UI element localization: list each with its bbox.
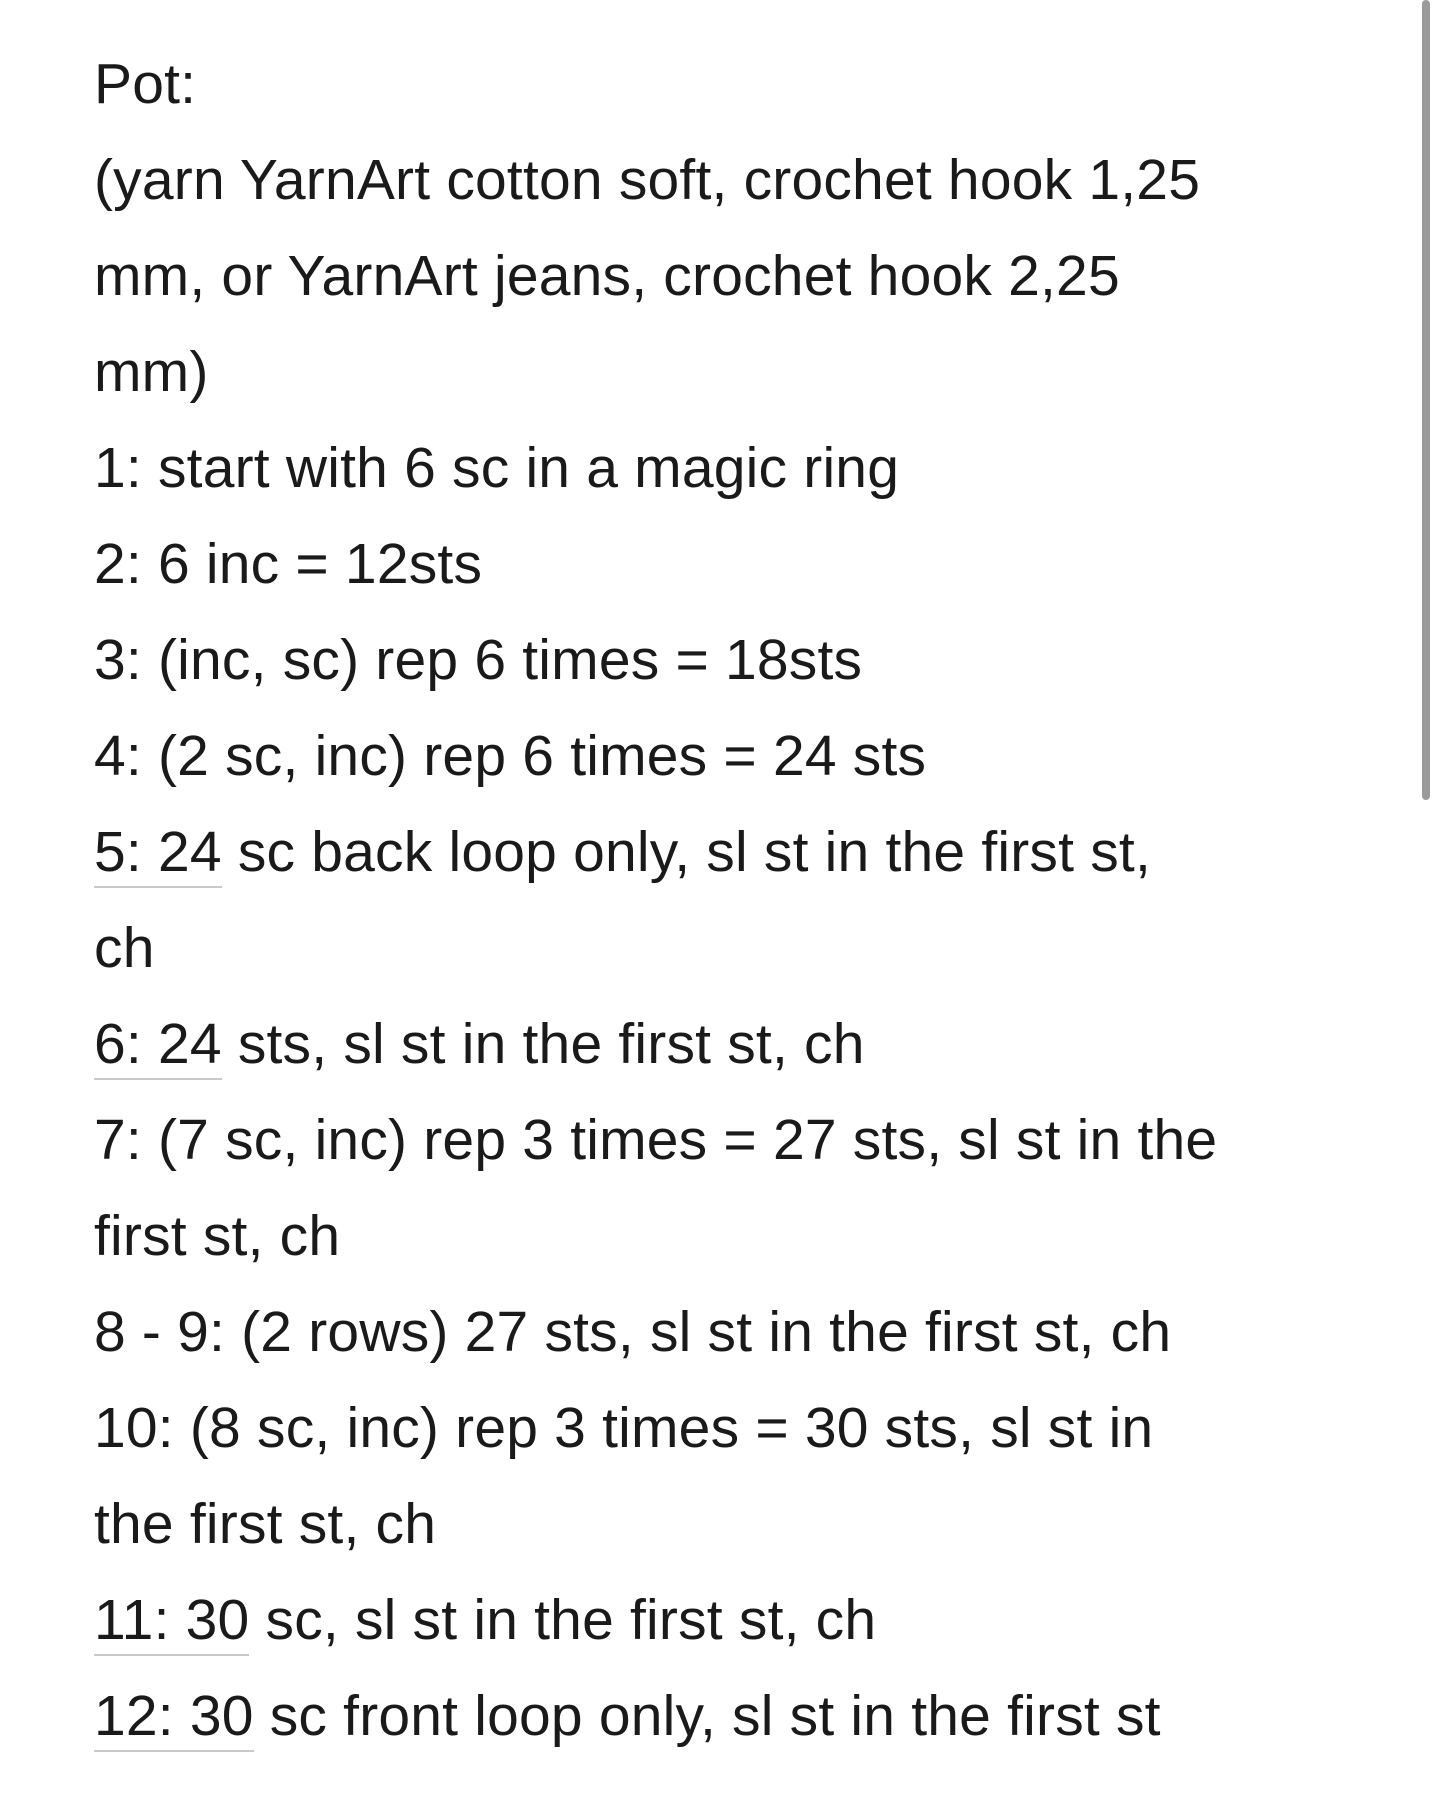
row-line: the first st, ch [94,1492,437,1556]
row-number-link[interactable]: 12: 30 [94,1685,254,1752]
row-line: 3: (inc, sc) rep 6 times = 18sts [94,628,863,692]
scrollbar[interactable] [1422,0,1430,800]
row-line: 2: 6 inc = 12sts [94,532,483,596]
note-title: Pot: [94,52,197,116]
row-line: 10: (8 sc, inc) rep 3 times = 30 sts, sl st in [94,1396,1154,1460]
materials-line: (yarn YarnArt cotton soft, crochet hook 1,25 [94,148,1201,212]
row-line: 8 - 9: (2 rows) 27 sts, sl st in the first st, ch [94,1300,1172,1364]
row-line: 7: (7 sc, inc) rep 3 times = 27 sts, sl st in the [94,1108,1218,1172]
row-line: 11: 30 sc, sl st in the first st, ch [94,1572,1354,1668]
row-line: 5: 24 sc back loop only, sl st in the first st, [94,804,1354,900]
row-number-link[interactable]: 6: 24 [94,1013,222,1080]
row-number-link[interactable]: 11: 30 [94,1589,249,1656]
materials-line: mm, or YarnArt jeans, crochet hook 2,25 [94,244,1120,308]
note-body [94,36,1354,1764]
row-line: 6: 24 sts, sl st in the first st, ch [94,996,1354,1092]
row-number-link[interactable]: 5: 24 [94,821,222,888]
row-line: ch [94,916,155,980]
row-line: 12: 30 sc front loop only, sl st in the first st [94,1668,1354,1764]
row-line: 1: start with 6 sc in a magic ring [94,436,900,500]
row-line: 4: (2 sc, inc) rep 6 times = 24 sts [94,724,927,788]
row-line: first st, ch [94,1204,341,1268]
materials-line: mm) [94,340,209,404]
